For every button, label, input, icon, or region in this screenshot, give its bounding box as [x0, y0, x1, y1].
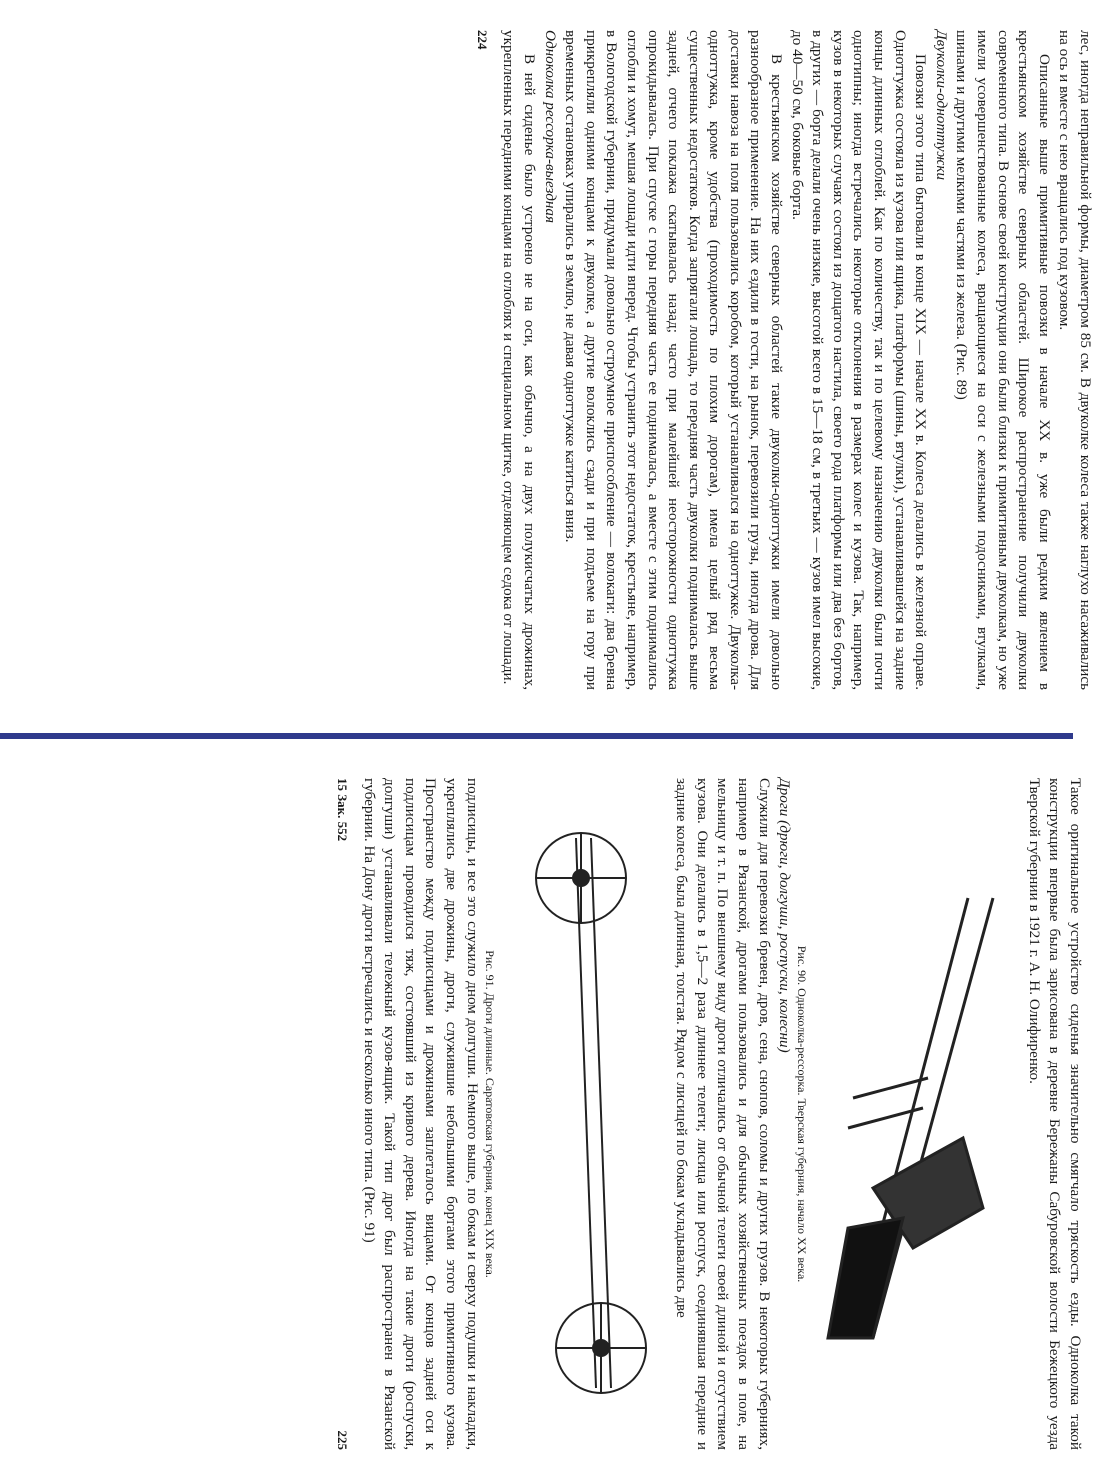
figure-caption: Рис. 90. Одноколка-рессорка. Тверская губерния, начало XX века. — [795, 945, 810, 1283]
paragraph: Повозки этого типа бытовали в конце XIX — начале XX в. Колеса делались в железной оправе. Одноттужка состояла из кузова или ящика, платформы (шины, втулки), устанавливавшейся на задние концы длинных оглоблей. Как по количеству, так и по целевому назначению двуколки были почти однотипны; иногда встречались некоторые отклонения в размерах колес и кузова. Так, например, кузов в некоторых случаях состоял из дощатого настила, своего рода платформы или два без бортов, в других — борта делали очень низкие, высотой всего в 15—18 см, в третьих — кузов имел высокие, до 40—50 см, боковые борта. — [788, 30, 930, 690]
page-225 — [170, 778, 1085, 1450]
carriage-illustration — [813, 778, 1023, 1450]
cart-illustration — [501, 778, 671, 1450]
page-number: 224 — [474, 30, 490, 50]
paragraph: Описанные выше примитивные повозки в начале XX в. уже были редким явлением в крестьянском хозяйстве северных областей. Широкое распространение получили двуколки современного типа. В основе своей конструкции они были близки к примитивным двуколкам, но уже имели усовершенствованные колеса, вращающиеся на оси с железными подосниками, втулками, шинами и другими мелкими частями из железа. (Рис. 89) — [953, 30, 1053, 690]
page-number: 225 — [335, 1430, 351, 1450]
paragraph: Такое оригинальное устройство сиденья значительно смягчало тряскость езды. Одноколка такой конструкции впервые была зарисована в деревне Бережаны Сабуровской волости Бежецкого уезда Тверской губернии в 1921 г. А. Н. Олифиренко. — [1025, 778, 1084, 1450]
page-224 — [190, 30, 1095, 690]
paragraph: подлисицы, и все это служило дном долгуши. Немного выше, по бокам и сверху подушки и накладки, укреплялись две дрожины, дроги, служившие небольшими бортами этого примитивного кузова. Пространство между подлисицами и дрожинами заплеталось вицами. От концов задней оси к подлисицам проводился тяж, состоявший из кривого дерева. Иногда на такие дроги (роспуски, долгуши) устанавливали тележный кузов-ящик. Такой тип дрог был распространен в Рязанской губернии. На Дону дроги встречались и несколько иного типа. (Рис. 91) — [360, 778, 481, 1450]
printer-signature: 15 Зак. 552 — [335, 778, 351, 842]
page-footer — [471, 30, 492, 690]
figure-90 — [794, 778, 1023, 1450]
paragraph: Служили для перевозки бревен, дров, сена, снопов, соломы и других грузов. В некоторых губерниях, например в Рязанской, дрогами пользовались и для обычных хозяйственных поездок в поле, на мельницу и т. п. По внешнему виду дроги отличались от обычной телеги своей длиной и отсутствием кузова. Они делались в 1,5—2 раза длиннее телеги; лисица или роспуск, соединявшая передние и задние колеса, была длинная, толстая. Рядом с лисицей по бокам укладывались две — [673, 778, 773, 1450]
section-heading: Дроги (дрюги, долгуши, роспуски, колесни) — [776, 778, 794, 1053]
section-heading: Одноколка рессорка-выездная — [541, 30, 559, 224]
figure-91 — [482, 778, 671, 1450]
paragraph: В ней сиденье было устроено не на оси, как обычно, а на двух полукисчатых дрожинах, укрепленных передними концами на оглоблях и специальном щитке, отделяющем седока от лошади. — [500, 30, 538, 690]
figure-caption: Рис. 91. Дроги длинные. Саратовская губерния, конец XIX века. — [482, 950, 497, 1278]
page-footer — [332, 778, 353, 1450]
section-heading: Двуколки-одноттужки — [932, 30, 950, 181]
paragraph: В крестьянском хозяйстве северных областей такие двуколки-одноттужки имели довольно разнообразное применение. На них ездили в гости, на рынок, перевозили грузы, иногда дрова. Для доставки навоза на поля пользовались коробом, который устанавливался на одноттужке. Двуколка-одноттужка, кроме удобства (проходимость по плохим дорогам), имела целый ряд весьма существенных недостатков. Когда запрягали лошадь, то передняя часть двуколки поднималась выше задней, отчего поклажа скатывалась назад; часто при малейшей неосторожности одноттужка опрокидывалась. При спуске с горы передняя часть ее поднималась, а вместе с этим поднимались оглобли и хомут, мешая лошади идти вперед. Чтобы устранить этот недостаток, крестьяне, например, в Вологодской губернии, придумали довольно остроумное приспособление — волокаги: два бревна прикрепляли одними концами к двуколке, а другие волоклись сзади и при подъеме на гору при временных остановках упирались в землю, не давая одноттужке катиться вниз. — [562, 30, 786, 690]
paragraph: лес, иногда неправильной формы, диаметром 85 см. В двуколке колеса также наглухо насаживались на ось и вместе с нею вращались под кузовом. — [1056, 30, 1094, 690]
scan-divider — [0, 733, 1073, 739]
